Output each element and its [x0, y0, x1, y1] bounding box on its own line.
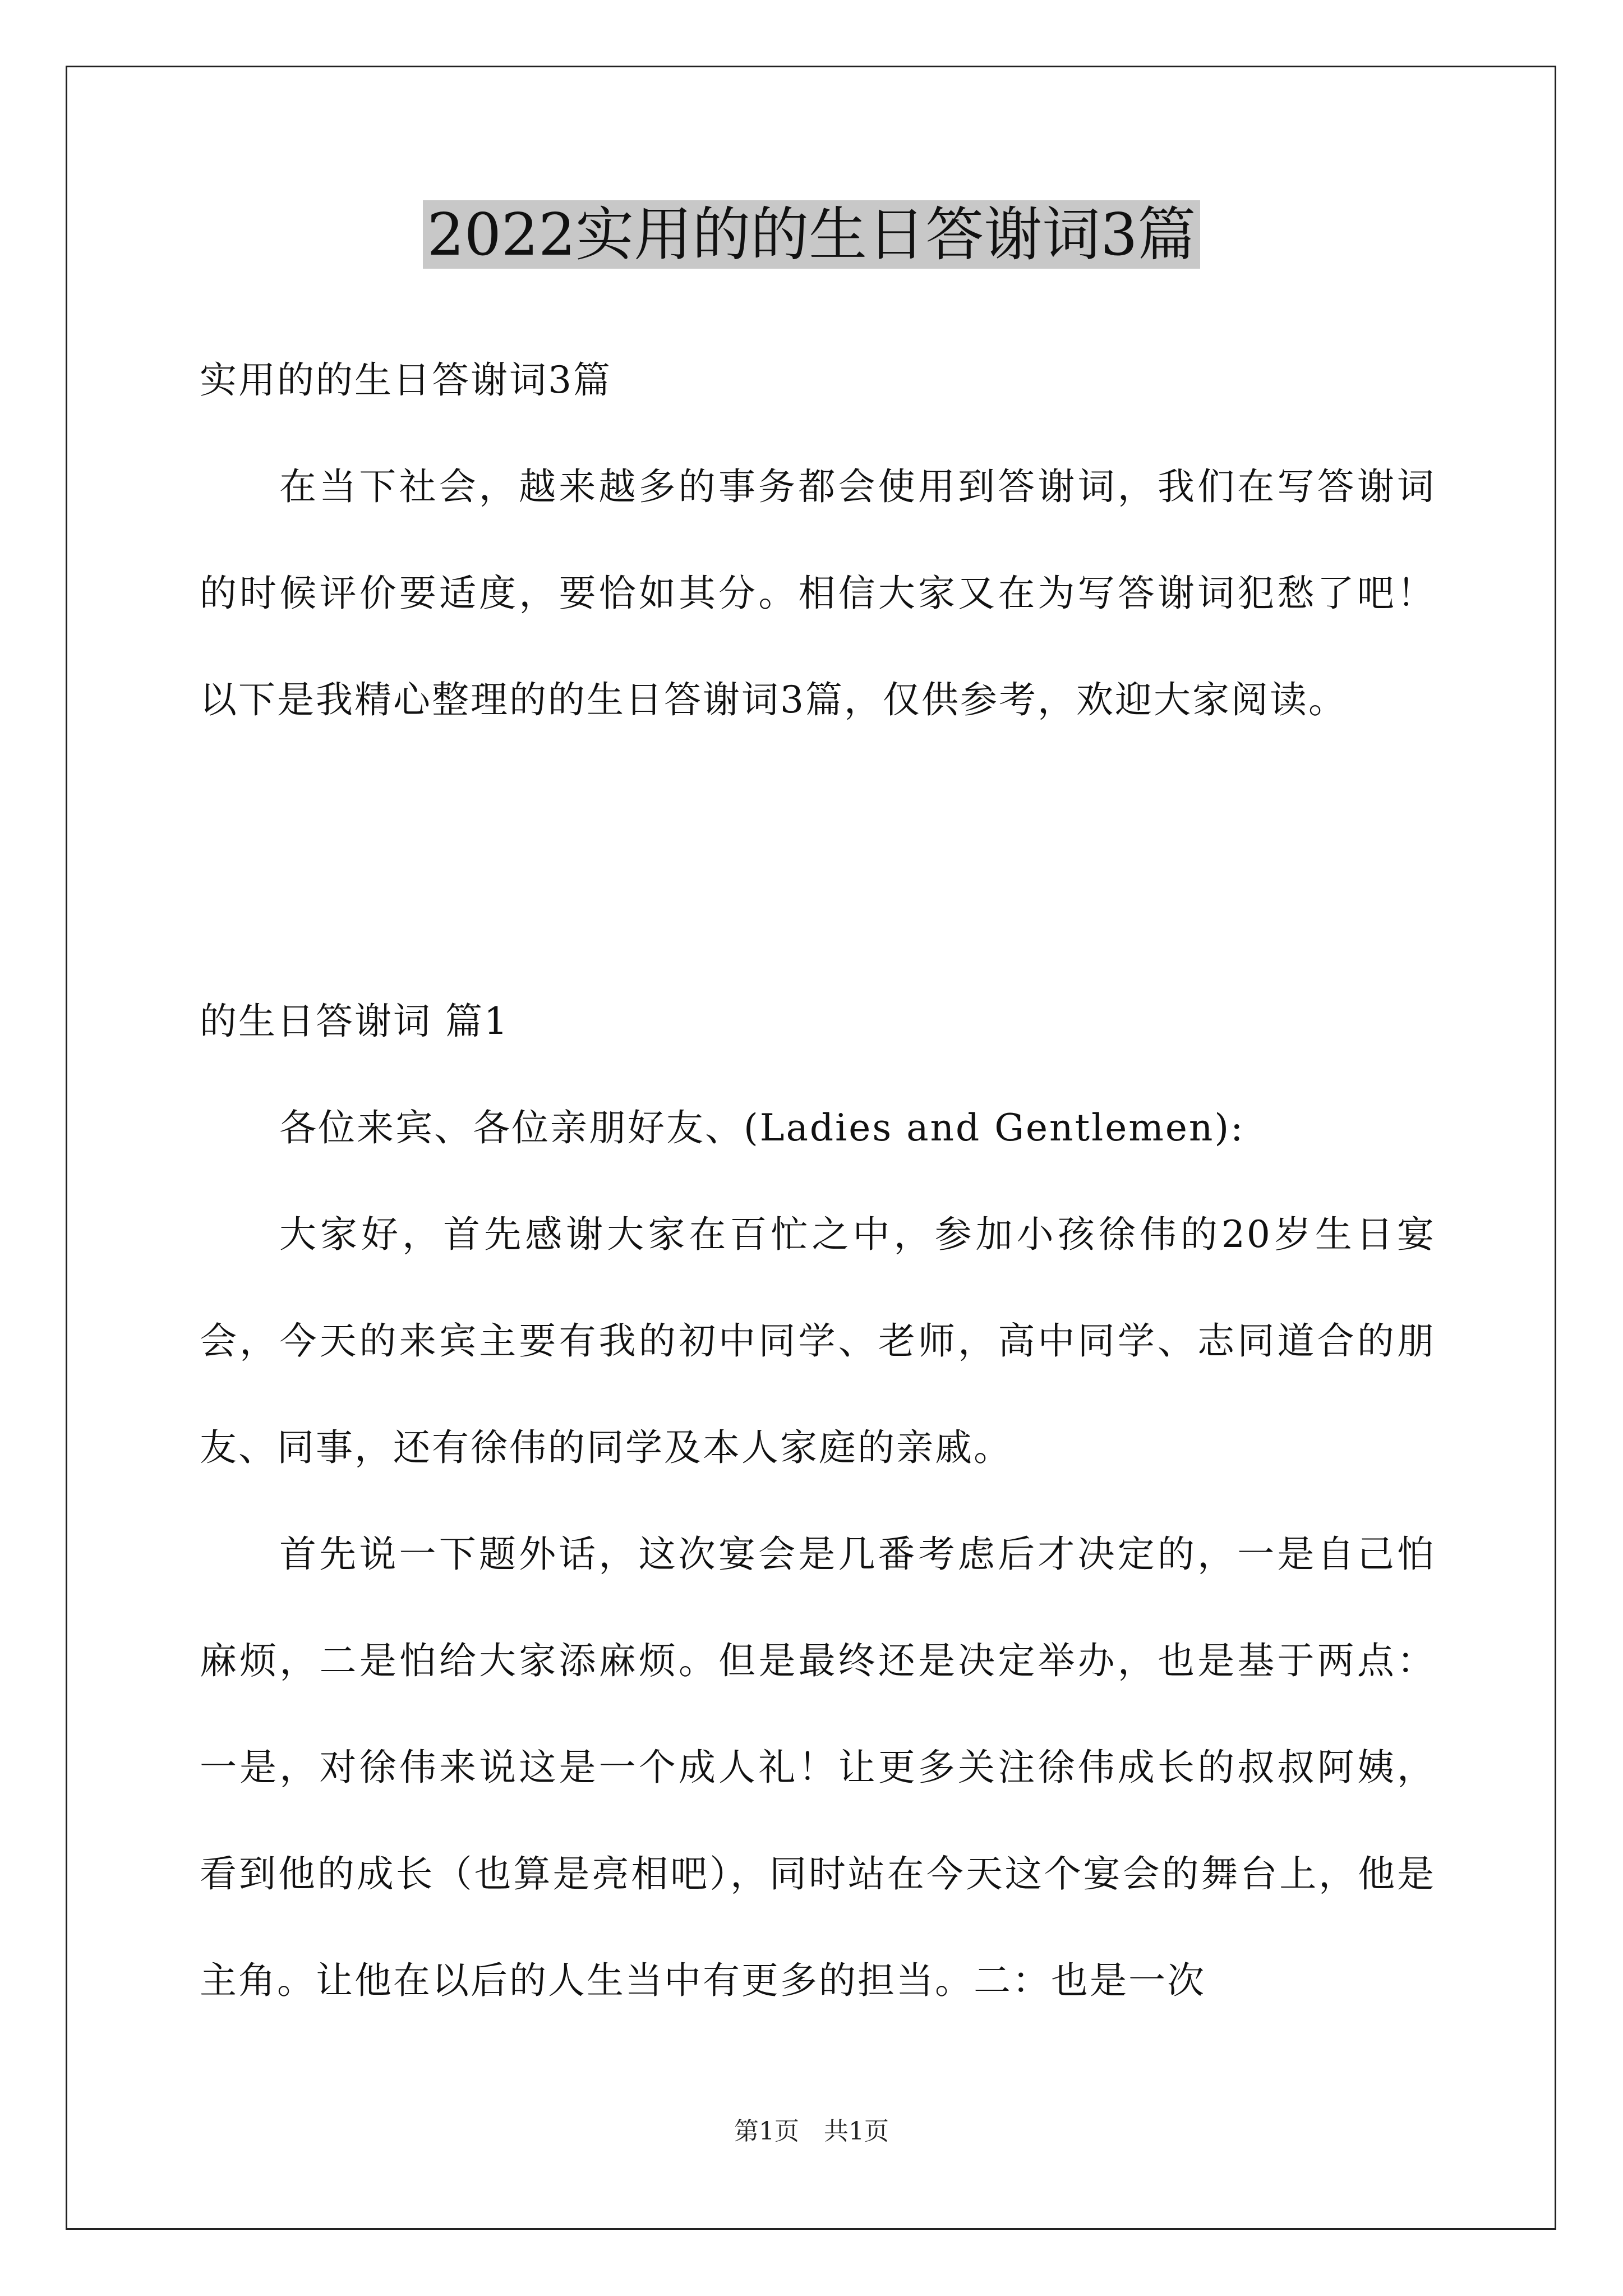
document-title	[0, 195, 1623, 274]
section-heading: 的生日答谢词 篇1	[200, 1000, 509, 1043]
greeting-line: 各位来宾、各位亲朋好友、(Ladies and Gentlemen):	[279, 1106, 1245, 1149]
body-paragraph-1: 大家好，首先感谢大家在百忙之中，参加小孩徐伟的20岁生日宴会，今天的来宾主要有我的初中同学、老师，高中同学、志同道合的朋友、同事，还有徐伟的同学及本人家庭的亲戚。	[200, 1213, 1436, 1469]
body-paragraph-2: 首先说一下题外话，这次宴会是几番考虑后才决定的，一是自己怕麻烦，二是怕给大家添麻烦。但是最终还是决定举办，也是基于两点：一是，对徐伟来说这是一个成人礼！让更多关注徐伟成长的叔叔阿姨，看到他的成长（也算是亮相吧），同时站在今天这个宴会的舞台上，他是主角。让他在以后的人生当中有更多的担当。二：也是一次	[200, 1533, 1436, 2002]
document-subtitle: 实用的的生日答谢词3篇	[200, 358, 612, 402]
document-title-text: 2022实用的的生日答谢词3篇	[423, 200, 1201, 269]
page-footer: 第1页 共1页	[734, 2117, 889, 2146]
intro-paragraph: 在当下社会，越来越多的事务都会使用到答谢词，我们在写答谢词的时候评价要适度，要恰如其分。相信大家又在为写答谢词犯愁了吧！以下是我精心整理的的生日答谢词3篇，仅供参考，欢迎大家阅读。	[200, 465, 1436, 721]
